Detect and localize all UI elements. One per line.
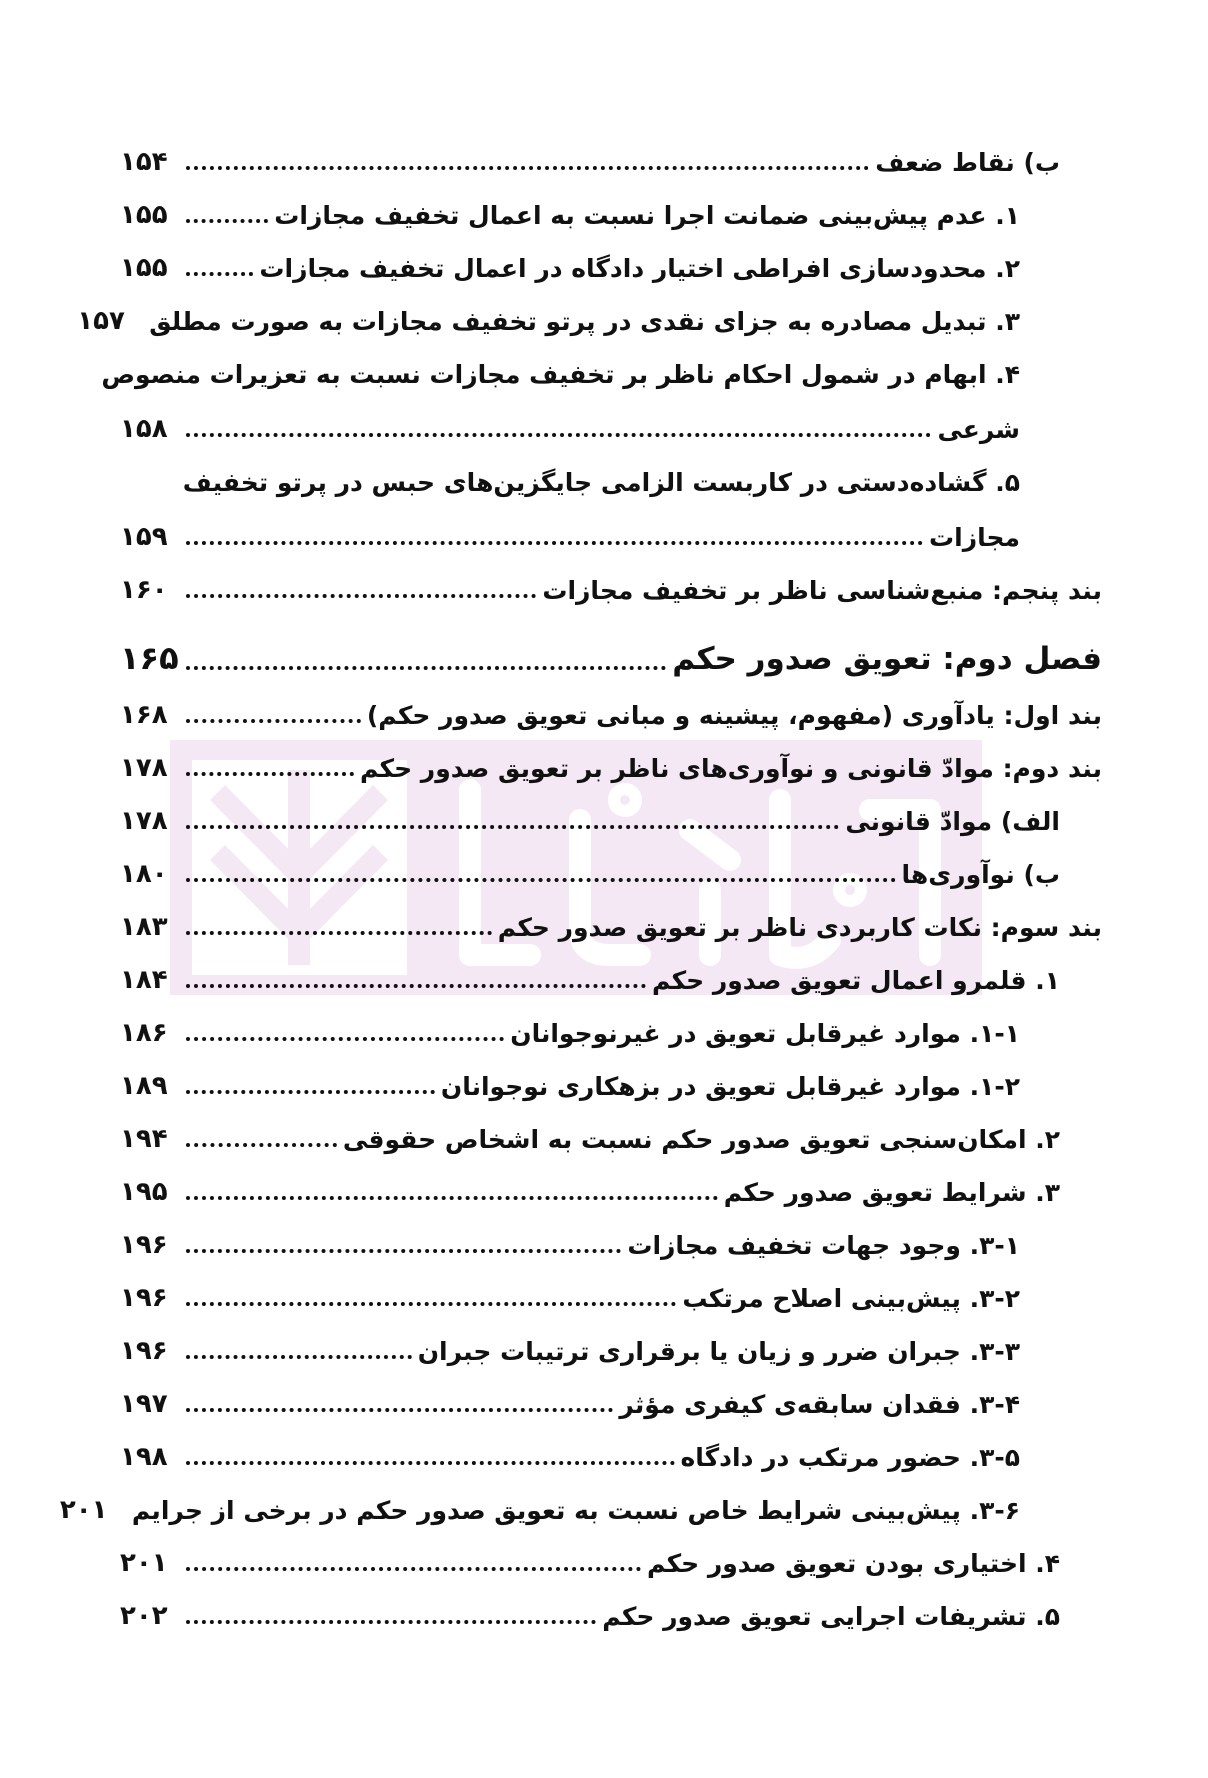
toc-entry-title: ۱-۱. موارد غیرقابل تعویق در غیرنوجوانان <box>510 1019 1020 1048</box>
toc-page-number: ۱۷۸ <box>120 806 168 836</box>
toc-page-number: ۱۵۷ <box>77 306 125 336</box>
dot-leader <box>186 1461 675 1465</box>
toc-page-number: ۱۹۶ <box>120 1283 168 1313</box>
dot-leader <box>186 272 253 276</box>
toc-page-number: ۱۵۵ <box>120 253 168 283</box>
toc-entry[interactable] <box>77 289 1102 342</box>
toc-page-number: ۲۰۱ <box>59 1495 108 1525</box>
dot-leader <box>186 1196 718 1200</box>
toc-entry[interactable] <box>59 1478 1102 1531</box>
toc-entry[interactable] <box>120 450 1102 503</box>
toc-page-number: ۱۸۰ <box>120 859 168 889</box>
toc-entry[interactable] <box>120 1372 1102 1425</box>
dot-leader <box>186 1302 676 1306</box>
toc-entry-title: ۲. امکان‌سنجی تعویق صدور حکم نسبت به اشخاص حقوقی <box>342 1125 1060 1154</box>
dot-leader <box>186 1408 613 1412</box>
toc-entry-title: الف) موادّ قانونی <box>845 807 1060 836</box>
toc-chapter-heading[interactable] <box>120 611 1102 683</box>
toc-entry-continuation[interactable] <box>120 503 1102 558</box>
dot-leader <box>186 666 666 670</box>
toc-entry-title: ۲. محدودسازی افراطی اختیار دادگاه در اعمال تخفیف مجازات <box>259 254 1020 283</box>
toc-page-number: ۱۵۵ <box>120 200 168 230</box>
toc-page-number: ۱۸۴ <box>120 965 168 995</box>
toc-page-number: ۱۵۸ <box>120 414 168 444</box>
dot-leader <box>186 219 268 223</box>
dot-leader <box>186 931 492 935</box>
toc-entry-title: بند دوم: موادّ قانونی و نوآوری‌های ناظر بر تعویق صدور حکم <box>359 754 1102 783</box>
toc-entry[interactable] <box>120 236 1102 289</box>
dot-leader <box>186 1620 596 1624</box>
dot-leader <box>186 825 839 829</box>
dot-leader <box>186 878 896 882</box>
toc-entry-title: بند سوم: نکات کاربردی ناظر بر تعویق صدور حکم <box>497 913 1102 942</box>
dot-leader <box>186 1037 504 1041</box>
toc-entry[interactable] <box>120 1107 1102 1160</box>
toc-page-number: ۱۵۹ <box>120 522 168 552</box>
toc-entry[interactable] <box>120 558 1102 611</box>
dot-leader <box>186 1143 337 1147</box>
toc-entry[interactable] <box>120 789 1102 842</box>
toc-entry[interactable] <box>120 1213 1102 1266</box>
toc-entry[interactable] <box>120 842 1102 895</box>
toc-entry-title: شرعی <box>937 415 1020 444</box>
dot-leader <box>186 433 931 437</box>
toc-entry-title: ۵. تشریفات اجرایی تعویق صدور حکم <box>602 1602 1060 1631</box>
toc-page-number: ۱۹۵ <box>120 1177 168 1207</box>
toc-entry-title: فصل دوم: تعویق صدور حکم <box>672 641 1102 677</box>
toc-entry[interactable] <box>120 948 1102 1001</box>
toc-page-number: ۱۸۳ <box>120 912 168 942</box>
toc-entry-title: بند پنجم: منبع‌شناسی ناظر بر تخفیف مجازات <box>542 576 1102 605</box>
dot-leader <box>186 1090 435 1094</box>
toc-page-number: ۲۰۱ <box>120 1548 168 1578</box>
toc-page-number: ۱۹۶ <box>120 1230 168 1260</box>
toc-page-number: ۲۰۲ <box>120 1601 168 1631</box>
toc-entry-title: ۳-۲. پیش‌بینی اصلاح مرتکب <box>682 1284 1020 1313</box>
toc-entry[interactable] <box>120 1425 1102 1478</box>
toc-entry-title: ۱-۲. موارد غیرقابل تعویق در بزهکاری نوجوانان <box>440 1072 1020 1101</box>
toc-entry-title: ۳. تبدیل مصادره به جزای نقدی در پرتو تخفیف مجازات به صورت مطلق <box>149 307 1020 336</box>
toc-entry[interactable] <box>120 1001 1102 1054</box>
toc-page-number: ۱۶۸ <box>120 700 168 730</box>
toc-page-number: ۱۸۹ <box>120 1071 168 1101</box>
toc-entry[interactable] <box>120 1319 1102 1372</box>
toc-entry-title: بند اول: یادآوری (مفهوم، پیشینه و مبانی تعویق صدور حکم) <box>366 701 1102 730</box>
toc-entry[interactable] <box>120 736 1102 789</box>
toc-page-number: ۱۸۶ <box>120 1018 168 1048</box>
toc-entry[interactable] <box>101 342 1102 395</box>
toc-entry-title: ۴. ابهام در شمول احکام ناظر بر تخفیف مجازات نسبت به تعزیرات منصوص <box>101 360 1020 389</box>
toc-entry-title: ۳-۴. فقدان سابقه‌ی کیفری مؤثر <box>619 1390 1020 1419</box>
toc-entry-title: ۱. عدم پیش‌بینی ضمانت اجرا نسبت به اعمال تخفیف مجازات <box>274 201 1020 230</box>
dot-leader <box>186 1249 621 1253</box>
dot-leader <box>186 541 923 545</box>
toc-entry-title: ۳-۱. وجود جهات تخفیف مجازات <box>627 1231 1020 1260</box>
toc-entry-title: ۳-۳. جبران ضرر و زیان یا برقراری ترتیبات جبران <box>417 1337 1020 1366</box>
toc-entry[interactable] <box>120 1266 1102 1319</box>
toc-entry[interactable] <box>120 1584 1102 1637</box>
toc-page-number: ۱۶۰ <box>120 575 168 605</box>
toc-page-number: ۱۵۴ <box>120 147 168 177</box>
dot-leader <box>186 594 536 598</box>
toc-entry[interactable] <box>120 895 1102 948</box>
toc-entry-title: ب) نقاط ضعف <box>875 148 1060 177</box>
dot-leader <box>186 984 646 988</box>
dot-leader <box>186 1567 641 1571</box>
toc-page-number: ۱۹۷ <box>120 1389 168 1419</box>
toc-page-number: ۱۹۸ <box>120 1442 168 1472</box>
toc-entry[interactable] <box>120 183 1102 236</box>
toc-page-number: ۱۹۴ <box>120 1124 168 1154</box>
toc-entry[interactable] <box>120 683 1102 736</box>
toc-entry-title: ۳. شرایط تعویق صدور حکم <box>723 1178 1060 1207</box>
toc-entry-title: ۳-۵. حضور مرتکب در دادگاه <box>680 1443 1020 1472</box>
dot-leader <box>186 719 361 723</box>
toc-entry-title: ۵. گشاده‌دستی در کاربست الزامی جایگزین‌های حبس در پرتو تخفیف <box>182 468 1020 497</box>
toc-entry[interactable] <box>120 1054 1102 1107</box>
toc-entry[interactable] <box>120 1160 1102 1213</box>
toc-entry-title: ۴. اختیاری بودن تعویق صدور حکم <box>647 1549 1060 1578</box>
dot-leader <box>186 166 869 170</box>
dot-leader <box>186 1355 412 1359</box>
toc-entry[interactable] <box>120 130 1102 183</box>
toc-entry-title: ب) نوآوری‌ها <box>901 860 1060 889</box>
toc-entry-title: مجازات <box>929 523 1020 552</box>
toc-entry[interactable] <box>120 1531 1102 1584</box>
toc-page-number: ۱۶۵ <box>120 639 179 677</box>
dot-leader <box>186 772 354 776</box>
table-of-contents <box>59 130 1102 1637</box>
toc-entry-continuation[interactable] <box>120 395 1102 450</box>
toc-entry-title: ۳-۶. پیش‌بینی شرایط خاص نسبت به تعویق صدور حکم در برخی از جرایم <box>131 1496 1020 1525</box>
toc-page-number: ۱۷۸ <box>120 753 168 783</box>
toc-entry-title: ۱. قلمرو اعمال تعویق صدور حکم <box>652 966 1060 995</box>
toc-page-number: ۱۹۶ <box>120 1336 168 1366</box>
